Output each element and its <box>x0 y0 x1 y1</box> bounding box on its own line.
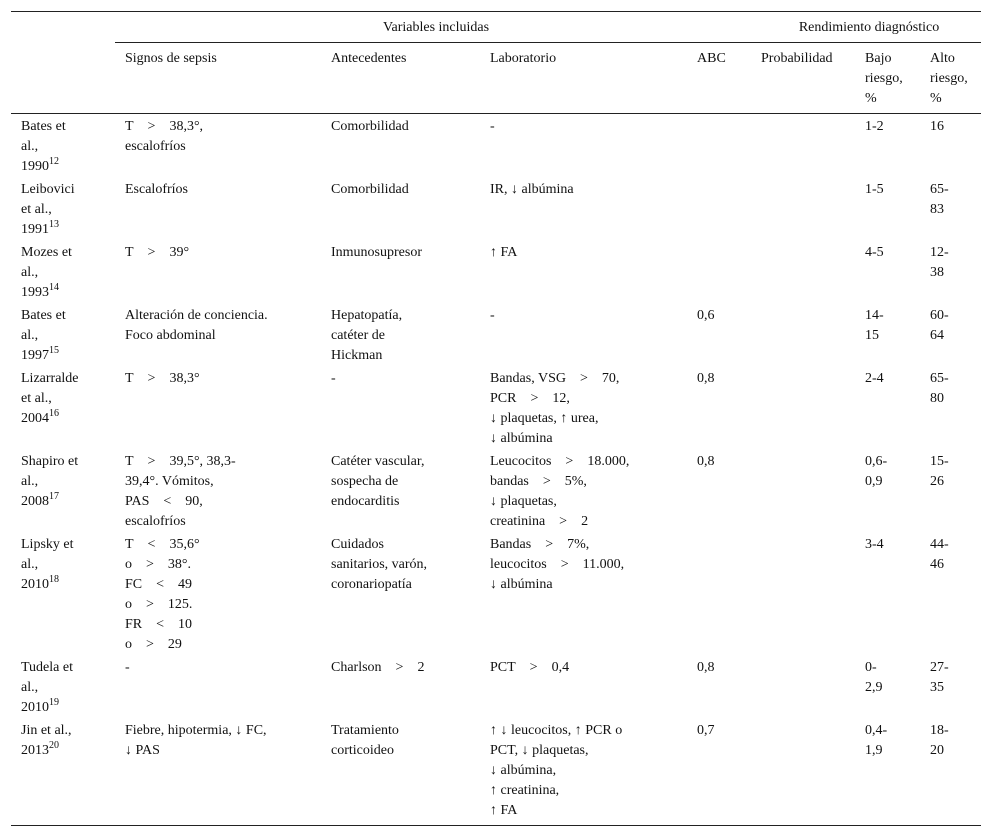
header-study-cell <box>11 43 115 114</box>
col-header-bajo-riesgo: Bajo riesgo, % <box>855 43 920 114</box>
reference-number: 17 <box>49 491 59 502</box>
bajo-riesgo-cell: 4-5 <box>865 245 884 260</box>
signos-cell: - <box>125 660 130 675</box>
bajo-riesgo-cell: 0,6- 0,9 <box>865 454 888 489</box>
signos-cell: T > 39,5°, 38,3- 39,4°. Vómitos, PAS < 90, escalofríos <box>125 454 236 529</box>
table-row <box>11 655 981 718</box>
signos-cell: T > 38,3°, escalofríos <box>125 119 204 154</box>
bajo-riesgo-cell: 0,4- 1,9 <box>855 718 920 826</box>
col-header-laboratorio: Laboratorio <box>480 43 687 114</box>
alto-riesgo-cell: 60- 64 <box>930 308 949 343</box>
reference-number: 18 <box>49 574 59 585</box>
alto-riesgo-cell: 65- 80 <box>930 371 949 406</box>
table-row <box>11 449 981 532</box>
table-row <box>11 718 981 826</box>
bajo-riesgo-cell: 3-4 <box>865 537 884 552</box>
study-cell <box>11 718 115 826</box>
study-name: Lipsky et al., 2010 <box>21 537 74 592</box>
antecedentes-cell: Comorbilidad <box>331 119 409 134</box>
antecedentes-cell: Inmunosupresor <box>331 245 422 260</box>
laboratorio-cell: PCT > 0,4 <box>490 660 570 675</box>
table-body <box>11 114 981 826</box>
alto-riesgo-cell: 18- 20 <box>920 718 981 826</box>
table-header <box>11 12 981 114</box>
study-name: Bates et al., 1990 <box>21 119 66 174</box>
probabilidad-cell <box>751 114 855 178</box>
abc-cell: 0,8 <box>697 371 715 386</box>
group-variables-header: Variables incluidas <box>115 12 751 43</box>
bajo-riesgo-cell: 1-5 <box>865 182 884 197</box>
table-row <box>11 114 981 178</box>
table-row <box>11 532 981 655</box>
abc-cell <box>687 532 751 655</box>
laboratorio-cell: Bandas > 7%, leucocitos > 11.000, ↓ albúmina <box>490 537 625 592</box>
alto-riesgo-cell: 15- 26 <box>930 454 949 489</box>
probabilidad-cell <box>751 718 855 826</box>
study-cell <box>11 449 115 532</box>
antecedentes-cell: Catéter vascular, sospecha de endocarditis <box>331 454 425 509</box>
table-row <box>11 177 981 240</box>
reference-number: 20 <box>49 740 59 751</box>
study-name: Shapiro et al., 2008 <box>21 454 79 509</box>
study-cell <box>11 240 115 303</box>
header-empty-cell <box>11 12 115 43</box>
bajo-riesgo-cell: 1-2 <box>865 119 884 134</box>
table-row <box>11 303 981 366</box>
study-cell <box>11 655 115 718</box>
alto-riesgo-cell: 12- 38 <box>930 245 949 280</box>
col-header-probabilidad: Probabilidad <box>751 43 855 114</box>
study-cell <box>11 532 115 655</box>
laboratorio-cell: ↑ FA <box>490 245 518 260</box>
table-row <box>11 366 981 449</box>
study-name: Tudela et al., 2010 <box>21 660 73 715</box>
antecedentes-cell: Charlson > 2 <box>331 660 425 675</box>
reference-number: 15 <box>49 345 59 356</box>
signos-cell: Fiebre, hipotermia, ↓ FC, ↓ PAS <box>115 718 321 826</box>
abc-cell <box>687 177 751 240</box>
abc-cell <box>687 240 751 303</box>
alto-riesgo-cell: 44- 46 <box>930 537 949 572</box>
col-header-signos: Signos de sepsis <box>115 43 321 114</box>
reference-number: 14 <box>49 282 59 293</box>
bajo-riesgo-cell: 0- 2,9 <box>865 660 883 695</box>
reference-number: 16 <box>49 408 59 419</box>
laboratorio-cell: Leucocitos > 18.000, bandas > 5%, ↓ plaquetas, creatinina > 2 <box>490 454 630 529</box>
col-header-alto-riesgo: Alto riesgo, % <box>920 43 981 114</box>
table-container <box>11 11 981 826</box>
laboratorio-cell: - <box>490 308 495 323</box>
abc-cell: 0,7 <box>687 718 751 826</box>
abc-cell: 0,8 <box>697 454 715 469</box>
reference-number: 13 <box>49 219 59 230</box>
study-name: Bates et al., 1997 <box>21 308 66 363</box>
probabilidad-cell <box>751 449 855 532</box>
abc-cell <box>687 114 751 178</box>
study-name: Leibovici et al., 1991 <box>21 182 75 237</box>
study-cell <box>11 177 115 240</box>
signos-cell: T < 35,6° o > 38°. FC < 49 o > 125. FR < 10 o > 29 <box>125 537 200 652</box>
study-cell <box>11 303 115 366</box>
antecedentes-cell: Cuidados sanitarios, varón, coronariopatía <box>331 537 428 592</box>
probabilidad-cell <box>751 655 855 718</box>
laboratorio-cell: ↑ ↓ leucocitos, ↑ PCR o PCT, ↓ plaquetas, ↓ albúmina, ↑ creatinina, ↑ FA <box>480 718 687 826</box>
col-header-antecedentes: Antecedentes <box>321 43 480 114</box>
laboratorio-cell: IR, ↓ albúmina <box>490 182 574 197</box>
antecedentes-cell: Hepatopatía, catéter de Hickman <box>331 308 403 363</box>
reference-number: 12 <box>49 156 59 167</box>
sepsis-scores-table <box>11 11 981 826</box>
antecedentes-cell: Tratamiento corticoideo <box>321 718 480 826</box>
alto-riesgo-cell: 16 <box>930 119 945 134</box>
col-header-abc: ABC <box>687 43 751 114</box>
signos-cell: T > 39° <box>125 245 190 260</box>
group-rendimiento-header: Rendimiento diagnóstico <box>751 12 981 43</box>
laboratorio-cell: - <box>490 119 495 134</box>
alto-riesgo-cell: 65- 83 <box>930 182 949 217</box>
probabilidad-cell <box>751 240 855 303</box>
antecedentes-cell: Comorbilidad <box>331 182 409 197</box>
probabilidad-cell <box>751 366 855 449</box>
probabilidad-cell <box>751 532 855 655</box>
laboratorio-cell: Bandas, VSG > 70, PCR > 12, ↓ plaquetas, ↑ urea, ↓ albúmina <box>490 371 620 446</box>
reference-number: 19 <box>49 697 59 708</box>
abc-cell: 0,8 <box>697 660 715 675</box>
signos-cell: T > 38,3° <box>125 371 200 386</box>
abc-cell: 0,6 <box>697 308 715 323</box>
study-name: Jin et al., 2013 <box>21 723 72 758</box>
study-name: Lizarralde et al., 2004 <box>21 371 79 426</box>
study-cell <box>11 366 115 449</box>
probabilidad-cell <box>751 303 855 366</box>
antecedentes-cell: - <box>331 371 336 386</box>
probabilidad-cell <box>751 177 855 240</box>
alto-riesgo-cell: 27- 35 <box>930 660 949 695</box>
signos-cell: Alteración de conciencia. Foco abdominal <box>125 308 268 343</box>
study-name: Mozes et al., 1993 <box>21 245 72 300</box>
study-cell <box>11 114 115 178</box>
bajo-riesgo-cell: 2-4 <box>865 371 884 386</box>
table-row <box>11 240 981 303</box>
bajo-riesgo-cell: 14- 15 <box>865 308 884 343</box>
signos-cell: Escalofríos <box>125 182 188 197</box>
